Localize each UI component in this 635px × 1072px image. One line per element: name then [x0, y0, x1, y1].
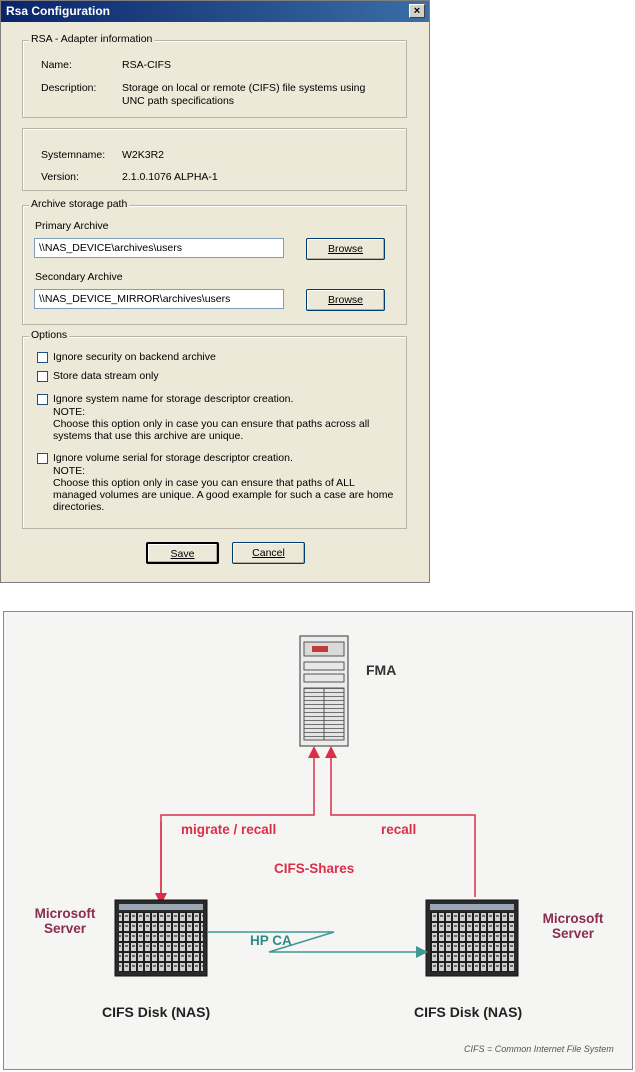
left-server-line-1: Microsoft: [34, 906, 96, 921]
migrate-recall-label: migrate / recall: [181, 822, 277, 837]
ignore-volume-serial-label[interactable]: Ignore volume serial for storage descriptor creation.: [53, 452, 293, 464]
fma-server-icon: [300, 636, 348, 746]
cifs-shares-label: CIFS-Shares: [274, 861, 355, 876]
diagram-canvas: [4, 612, 634, 1071]
ignore-volume-serial-note-line-3: directories.: [53, 501, 105, 513]
dialog-title: Rsa Configuration: [6, 4, 110, 18]
title-bar[interactable]: [1, 1, 429, 22]
store-data-stream-label[interactable]: Store data stream only: [53, 370, 159, 382]
right-server-line-2: Server: [551, 926, 595, 941]
ignore-security-checkbox[interactable]: [37, 352, 48, 363]
adapter-info-legend: RSA - Adapter information: [31, 33, 153, 45]
ignore-system-name-note-line-2: systems that use this archive are unique.: [53, 430, 244, 442]
ignore-volume-serial-note: NOTE:: [53, 465, 86, 477]
close-button[interactable]: [409, 4, 425, 18]
primary-archive-label: Primary Archive: [35, 220, 109, 232]
left-nas-disk-icon: [115, 900, 207, 976]
save-button[interactable]: [146, 542, 219, 564]
left-server-line-2: Server: [43, 921, 87, 936]
primary-archive-input[interactable]: \\NAS_DEVICE\archives\users: [34, 238, 284, 258]
ignore-volume-serial-checkbox[interactable]: [37, 453, 48, 464]
cifs-architecture-diagram: [3, 611, 633, 1070]
description-line-2: UNC path specifications: [122, 95, 235, 107]
recall-label: recall: [381, 822, 417, 837]
right-microsoft-server-label: [534, 911, 612, 941]
right-cifs-disk-label: CIFS Disk (NAS): [414, 1004, 523, 1020]
description-line-1: Storage on local or remote (CIFS) file systems using: [122, 82, 366, 94]
systemname-value: W2K3R2: [122, 149, 165, 161]
options-group: [22, 329, 407, 529]
right-nas-disk-icon: [426, 900, 518, 976]
fma-label: FMA: [366, 662, 397, 678]
ignore-system-name-label[interactable]: Ignore system name for storage descriptor creation.: [53, 393, 294, 405]
ignore-volume-serial-note-line-1: Choose this option only in case you can ensure that paths of ALL: [53, 477, 355, 489]
options-legend: Options: [31, 329, 68, 341]
name-value: RSA-CIFS: [122, 59, 172, 71]
left-cifs-disk-label: CIFS Disk (NAS): [102, 1004, 211, 1020]
hp-ca-replication-link: [207, 932, 422, 952]
primary-browse-button[interactable]: [306, 238, 385, 260]
right-server-line-1: Microsoft: [542, 911, 604, 926]
version-value: 2.1.0.1076 ALPHA-1: [122, 171, 218, 183]
secondary-browse-label: Browse: [327, 294, 363, 306]
hp-ca-label: HP CA: [250, 933, 292, 948]
archive-storage-group: [22, 198, 407, 325]
ignore-security-label[interactable]: Ignore security on backend archive: [53, 351, 216, 363]
ignore-system-name-note: NOTE:: [53, 406, 86, 418]
close-icon: ×: [413, 5, 421, 17]
adapter-info-group: [22, 33, 407, 118]
cifs-footnote: CIFS = Common Internet File System: [464, 1044, 614, 1054]
description-label: Description:: [41, 82, 97, 94]
secondary-browse-button[interactable]: [306, 289, 385, 311]
save-label: Save: [170, 548, 195, 560]
primary-browse-label: Browse: [327, 243, 363, 255]
archive-storage-legend: Archive storage path: [31, 198, 128, 210]
cancel-label: Cancel: [252, 547, 285, 559]
systemname-label: Systemname:: [41, 149, 106, 161]
version-label: Version:: [41, 171, 79, 183]
ignore-system-name-note-line-1: Choose this option only in case you can ensure that paths across all: [53, 418, 370, 430]
name-label: Name:: [41, 59, 72, 71]
left-microsoft-server-label: [30, 906, 100, 936]
secondary-archive-input[interactable]: \\NAS_DEVICE_MIRROR\archives\users: [34, 289, 284, 309]
ignore-volume-serial-note-line-2: managed volumes are unique. A good example for such a case are home: [53, 489, 394, 501]
store-data-stream-checkbox[interactable]: [37, 371, 48, 382]
rsa-configuration-dialog: [0, 0, 430, 583]
secondary-archive-label: Secondary Archive: [35, 271, 123, 283]
cancel-button[interactable]: [232, 542, 305, 564]
ignore-system-name-checkbox[interactable]: [37, 394, 48, 405]
system-info-group: [22, 128, 407, 191]
